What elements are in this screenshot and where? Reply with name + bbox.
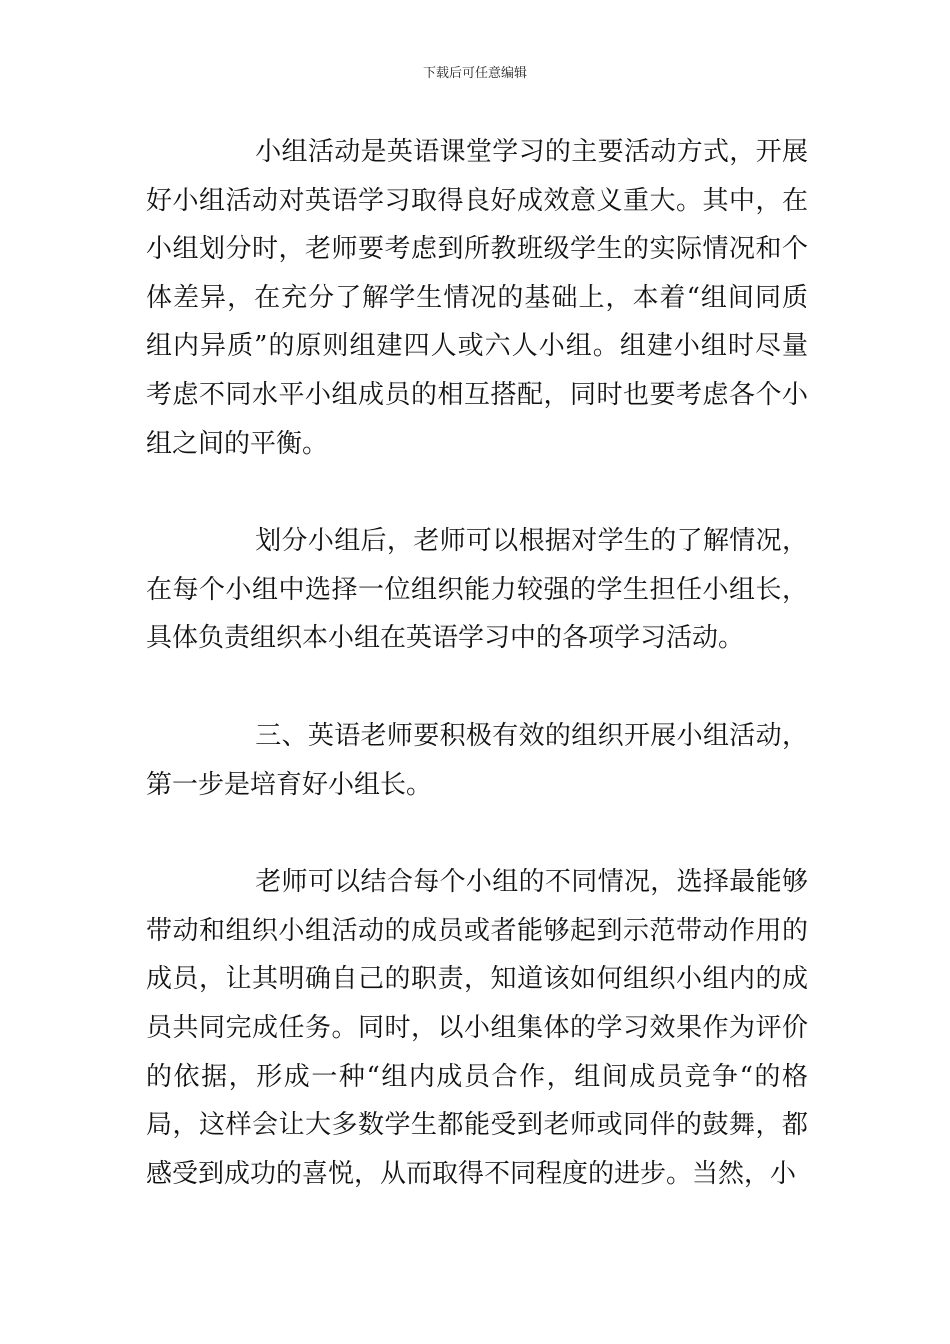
paragraph-section-three: 三、英语老师要积极有效的组织开展小组活动，第一步是培育好小组长。 <box>146 720 808 800</box>
paragraph-group-activities: 小组活动是英语课堂学习的主要活动方式，开展好小组活动对英语学习取得良好成效意义重大。其中，在小组划分时，老师要考虑到所教班级学生的实际情况和个体差异，在充分了解学生情况的基础上，本着“组间同质组内异质”的原则组建四人或六人小组。组建小组时尽量考虑不同水平小组成员的相互搭配，同时也要考虑各个小组之间的平衡。 <box>146 137 808 459</box>
page-header: 下载后可任意编辑 <box>422 66 527 81</box>
document-body <box>146 128 808 1198</box>
paragraph-leader-responsibilities: 老师可以结合每个小组的不同情况，选择最能够带动和组织小组活动的成员或者能够起到示范带动作用的成员，让其明确自己的职责，知道该如何组织小组内的成员共同完成任务。同时，以小组集体的学习效果作为评价的依据，形成一种“组内成员合作，组间成员竞争“的格局，这样会让大多数学生都能受到老师或同伴的鼓舞，都感受到成功的喜悦，从而取得不同程度的进步。当然，小 <box>146 867 808 1189</box>
paragraph-group-leader-selection: 划分小组后，老师可以根据对学生的了解情况，在每个小组中选择一位组织能力较强的学生担任小组长，具体负责组织本小组在英语学习中的各项学习活动。 <box>146 526 808 654</box>
